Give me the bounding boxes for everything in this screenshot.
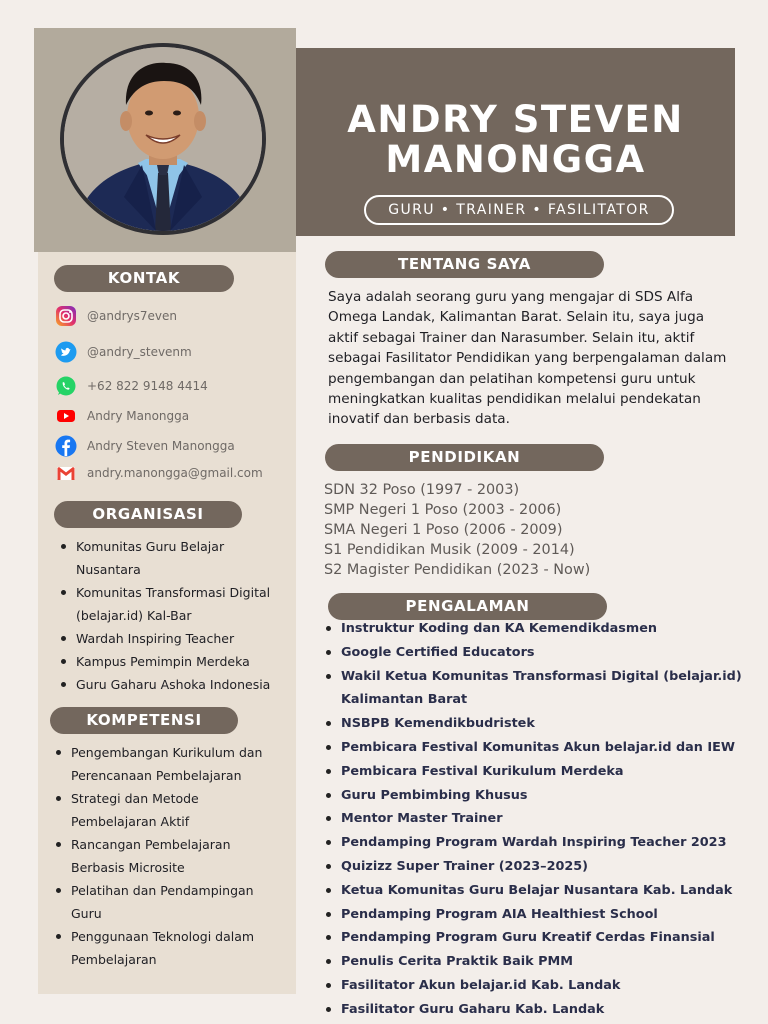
list-item: Pengembangan Kurikulum dan Perencanaan Pembelajaran [55, 741, 287, 787]
name-header [296, 48, 735, 236]
list-item: Kampus Pemimpin Merdeka [60, 650, 288, 673]
kompetensi-heading: KOMPETENSI [50, 707, 238, 734]
twitter-icon [55, 341, 77, 363]
facebook-icon [55, 435, 77, 457]
organisasi-list [60, 535, 288, 696]
list-item: Komunitas Transformasi Digital (belajar.id) Kal-Bar [60, 581, 288, 627]
list-item: Rancangan Pembelajaran Berbasis Microsite [55, 833, 287, 879]
experience-item: NSBPB Kemendikbudristek [325, 712, 745, 736]
contact-youtube[interactable] [55, 405, 189, 427]
education-item: S2 Magister Pendidikan (2023 - Now) [324, 562, 591, 578]
name-line-1: ANDRY STEVEN [347, 98, 684, 141]
list-item: Penggunaan Teknologi dalam Pembelajaran [55, 925, 287, 971]
pengalaman-list [325, 617, 745, 1022]
about-text: Saya adalah seorang guru yang mengajar di SDS Alfa Omega Landak, Kalimantan Barat. Selain itu, saya juga aktif sebagai Trainer dan Narasumber. Selain itu, aktif sebagai Fasilitator Pendidikan yang berpengalaman dalam pengembangan dan pelatihan kompetensi guru untuk meningkatkan kualitas pendidikan melalui pendekatan inovatif dan berbasis data. [328, 289, 727, 428]
name-line-2: MANONGGA [385, 138, 646, 181]
whatsapp-icon [55, 375, 77, 397]
pendidikan-list [324, 480, 724, 580]
experience-item: Quizizz Super Trainer (2023–2025) [325, 855, 745, 879]
list-item: Wardah Inspiring Teacher [60, 627, 288, 650]
education-item: SMP Negeri 1 Poso (2003 - 2006) [324, 502, 562, 518]
contact-whatsapp[interactable] [55, 375, 208, 397]
kontak-heading: KONTAK [54, 265, 234, 292]
education-item: SMA Negeri 1 Poso (2006 - 2009) [324, 522, 563, 538]
education-item: SDN 32 Poso (1997 - 2003) [324, 482, 520, 498]
experience-item: Mentor Master Trainer [325, 807, 745, 831]
profile-photo-illustration [64, 47, 262, 231]
experience-item: Ketua Komunitas Guru Belajar Nusantara Kab. Landak [325, 879, 745, 903]
organisasi-heading: ORGANISASI [54, 501, 242, 528]
gmail-icon [55, 462, 77, 484]
kompetensi-list [55, 741, 287, 971]
contact-text: Andry Manongga [87, 409, 190, 423]
contact-text: @andrys7even [87, 309, 177, 323]
tentang-heading: TENTANG SAYA [325, 251, 604, 278]
contact-text: andry.manongga@gmail.com [87, 466, 263, 480]
contact-email[interactable] [55, 462, 263, 484]
pendidikan-heading: PENDIDIKAN [325, 444, 604, 471]
contact-text: +62 822 9148 4414 [87, 379, 208, 393]
experience-item: Pendamping Program Wardah Inspiring Teacher 2023 [325, 831, 745, 855]
experience-item: Pembicara Festival Kurikulum Merdeka [325, 760, 745, 784]
youtube-icon [55, 405, 77, 427]
experience-item: Pendamping Program Guru Kreatif Cerdas Finansial [325, 926, 745, 950]
experience-item: Fasilitator Guru Gaharu Kab. Landak [325, 998, 745, 1022]
experience-item: Guru Pembimbing Khusus [325, 784, 745, 808]
experience-item: Penulis Cerita Praktik Baik PMM [325, 950, 745, 974]
list-item: Guru Gaharu Ashoka Indonesia [60, 673, 288, 696]
pengalaman-heading: PENGALAMAN [328, 593, 607, 620]
contact-instagram[interactable] [55, 305, 177, 327]
list-item: Pelatihan dan Pendampingan Guru [55, 879, 287, 925]
contact-facebook[interactable] [55, 435, 235, 457]
experience-item: Pembicara Festival Komunitas Akun belajar.id dan IEW [325, 736, 745, 760]
roles-badge: GURU • TRAINER • FASILITATOR [364, 195, 674, 225]
list-item: Strategi dan Metode Pembelajaran Aktif [55, 787, 287, 833]
experience-item: Google Certified Educators [325, 641, 745, 665]
experience-item: Instruktur Koding dan KA Kemendikdasmen [325, 617, 745, 641]
contact-text: Andry Steven Manongga [87, 439, 235, 453]
full-name [296, 100, 735, 180]
experience-item: Pendamping Program AIA Healthiest School [325, 903, 745, 927]
experience-item: Fasilitator Akun belajar.id Kab. Landak [325, 974, 745, 998]
profile-photo [60, 43, 266, 235]
instagram-icon [55, 305, 77, 327]
list-item: Komunitas Guru Belajar Nusantara [60, 535, 288, 581]
contact-text: @andry_stevenm [87, 345, 192, 359]
contact-twitter[interactable] [55, 341, 192, 363]
experience-item: Wakil Ketua Komunitas Transformasi Digital (belajar.id) Kalimantan Barat [325, 665, 745, 713]
education-item: S1 Pendidikan Musik (2009 - 2014) [324, 542, 575, 558]
